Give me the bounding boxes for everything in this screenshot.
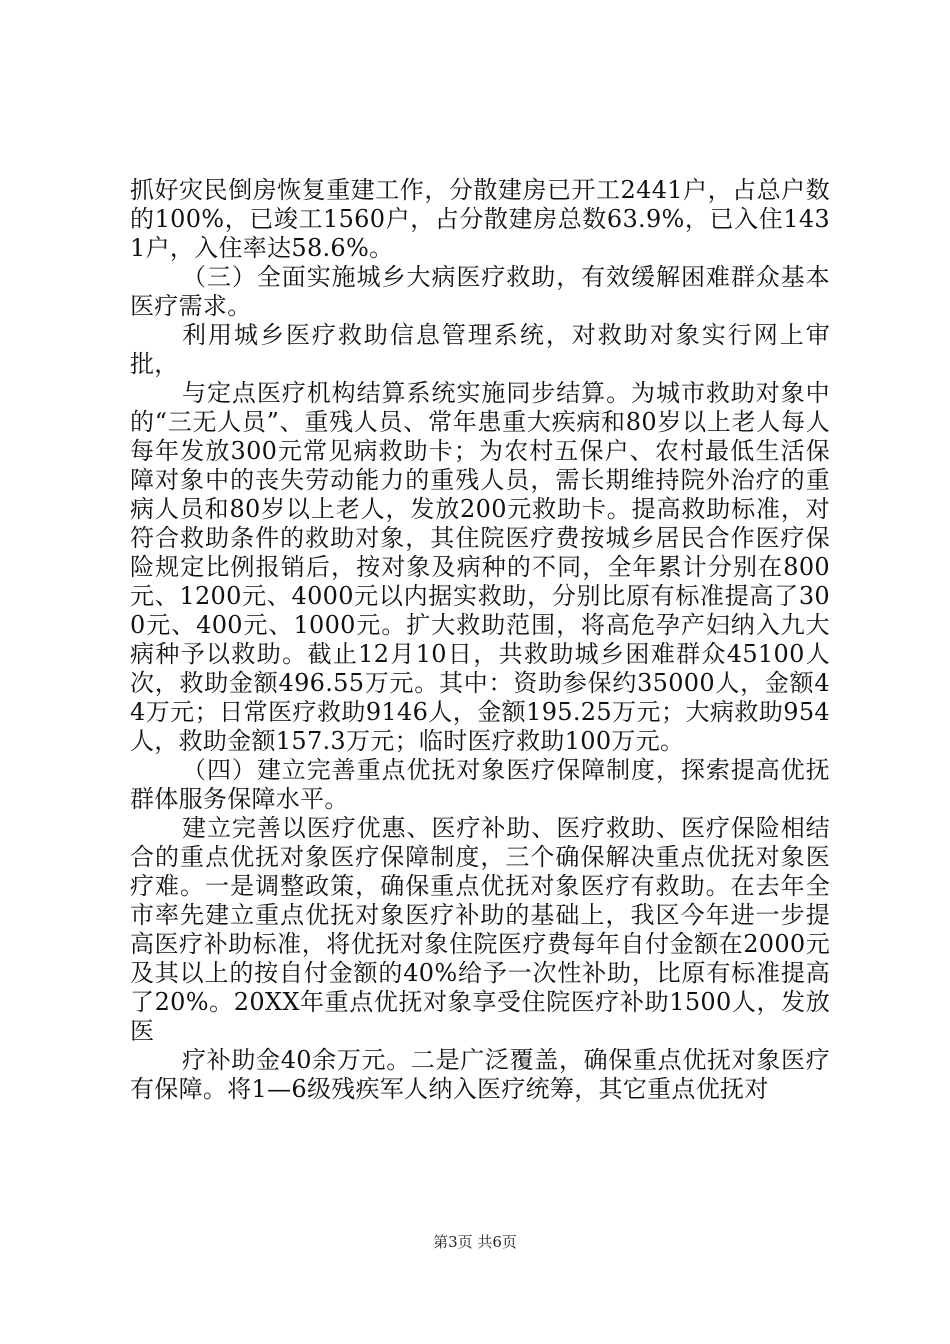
document-body xyxy=(130,176,830,1104)
paragraph-4: 与定点医疗机构结算系统实施同步结算。为城市救助对象中的“三无人员”、重残人员、常年患重大疾病和80岁以上老人每人每年发放300元常见病救助卡；为农村五保户、农村最低生活保障对象中的丧失劳动能力的重残人员，需长期维持院外治疗的重病人员和80岁以上老人，发放200元救助卡。提高救助标准，对符合救助条件的救助对象，其住院医疗费按城乡居民合作医疗保险规定比例报销后，按对象及病种的不同，全年累计分别在800元、1200元、4000元以内据实救助，分别比原有标准提高了300元、400元、1000元。扩大救助范围，将高危孕产妇纳入九大病种予以救助。截止12月10日，共救助城乡困难群众45100人次，救助金额496.55万元。其中：资助参保约35000人，金额44万元；日常医疗救助9146人，金额195.25万元；大病救助954人，救助金额157.3万元；临时医疗救助100万元。 xyxy=(130,379,830,755)
page-footer: 第3页 共6页 xyxy=(433,1233,517,1251)
paragraph-7: 疗补助金40余万元。二是广泛覆盖，确保重点优抚对象医疗有保障。将1—6级残疾军人纳入医疗统筹，其它重点优抚对 xyxy=(130,1046,830,1103)
paragraph-5-heading-4: （四）建立完善重点优抚对象医疗保障制度，探索提高优抚群体服务保障水平。 xyxy=(130,756,830,813)
paragraph-2-heading-3: （三）全面实施城乡大病医疗救助，有效缓解困难群众基本医疗需求。 xyxy=(130,263,830,320)
paragraph-3: 利用城乡医疗救助信息管理系统，对救助对象实行网上审批， xyxy=(130,321,830,378)
paragraph-6: 建立完善以医疗优惠、医疗补助、医疗救助、医疗保险相结合的重点优抚对象医疗保障制度，三个确保解决重点优抚对象医疗难。一是调整政策，确保重点优抚对象医疗有救助。在去年全市率先建立重点优抚对象医疗补助的基础上，我区今年进一步提高医疗补助标准，将优抚对象住院医疗费每年自付金额在2000元及其以上的按自付金额的40%给予一次性补助，比原有标准提高了20%。20XX年重点优抚对象享受住院医疗补助1500人，发放医 xyxy=(130,814,830,1045)
paragraph-1: 抓好灾民倒房恢复重建工作，分散建房已开工2441户，占总户数的100%，已竣工1560户，占分散建房总数63.9%，已入住1431户，入住率达58.6%。 xyxy=(130,176,830,262)
